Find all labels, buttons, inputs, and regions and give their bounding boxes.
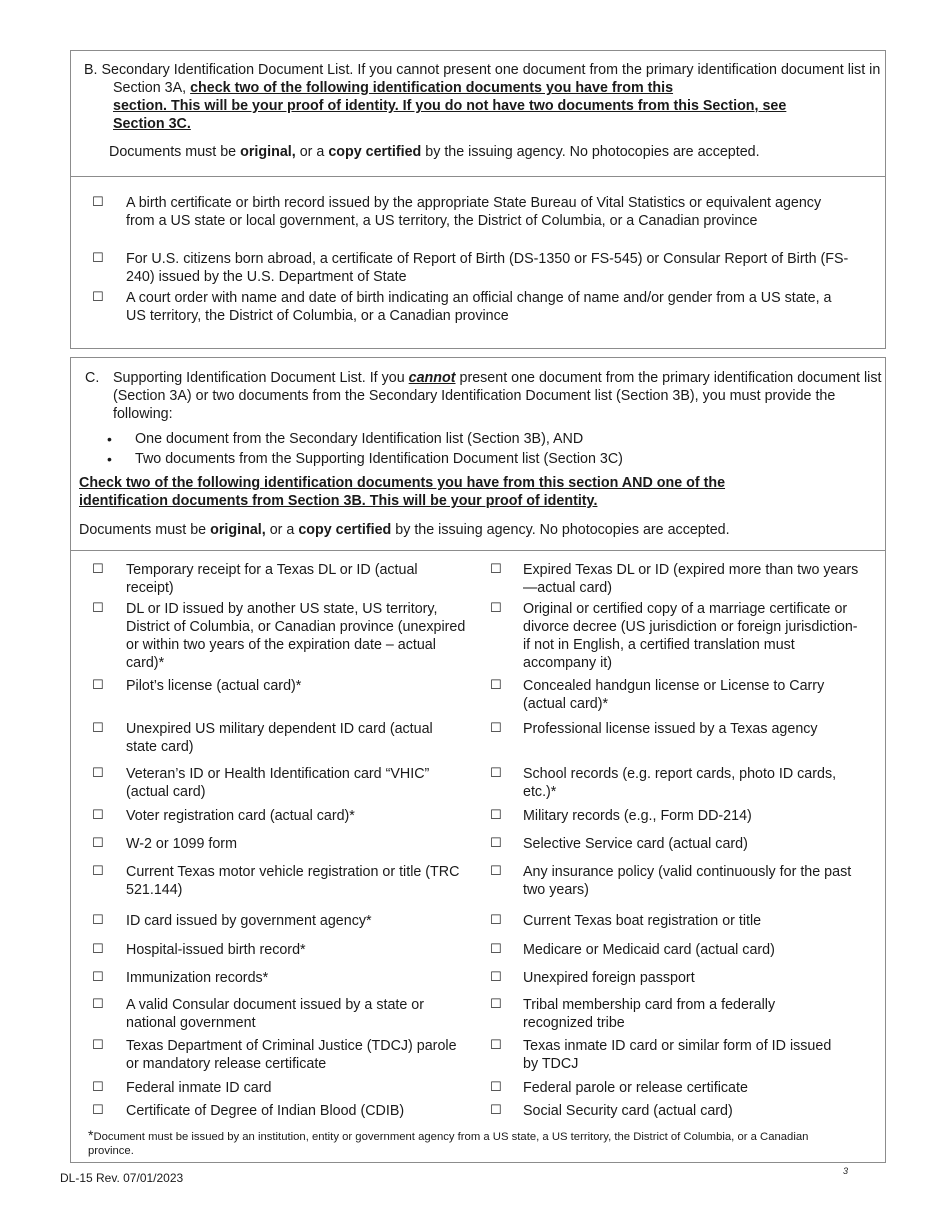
section-c-left-item: Voter registration card (actual card)*: [126, 808, 355, 824]
section-c-left-item: Current Texas motor vehicle registration or title (TRC 521.144): [126, 864, 460, 898]
section-c-left-item: Pilot’s license (actual card)*: [126, 678, 302, 694]
section-c-left-item: Temporary receipt for a Texas DL or ID (actual receipt): [126, 562, 418, 596]
checkbox-c-right-8[interactable]: ☐: [490, 913, 502, 928]
section-c-header: [71, 358, 885, 551]
section-b-box: [70, 50, 886, 349]
section-c-bullet: Two documents from the Supporting Identification Document list (Section 3C): [135, 451, 623, 467]
section-c-left-item: DL or ID issued by another US state, US territory, District of Columbia, or Canadian province (unexpired or within two years of the expiration date – actual card)*: [126, 601, 466, 671]
checkbox-c-right-9[interactable]: ☐: [490, 942, 502, 957]
checkbox-c-left-2[interactable]: ☐: [92, 678, 104, 693]
section-c-right-item: Professional license issued by a Texas agency: [523, 721, 818, 737]
section-c-letter: C.: [85, 370, 100, 386]
section-b-instruction-3: Section 3C.: [113, 116, 191, 132]
checkbox-c-right-11[interactable]: ☐: [490, 997, 502, 1012]
checkbox-c-right-14[interactable]: ☐: [490, 1103, 502, 1118]
section-c-left-item: Immunization records*: [126, 970, 269, 986]
checkbox-c-right-7[interactable]: ☐: [490, 864, 502, 879]
checkbox-c-right-13[interactable]: ☐: [490, 1080, 502, 1095]
checkbox-c-right-2[interactable]: ☐: [490, 678, 502, 693]
section-c-right-item: Unexpired foreign passport: [523, 970, 695, 986]
checkbox-c-left-1[interactable]: ☐: [92, 601, 104, 616]
section-b-intro-text: B. Secondary Identification Document List. If you cannot present one document from the primary identification document list in Section 3A,: [84, 62, 881, 96]
section-b-instruction-2: section. This will be your proof of identity. If you do not have two documents from this Section, see: [113, 98, 787, 114]
bullet-icon: •: [107, 431, 112, 447]
section-c-left-item: Certificate of Degree of Indian Blood (CDIB): [126, 1103, 405, 1119]
section-c-box: [70, 357, 886, 1163]
section-c-left-item: Veteran’s ID or Health Identification card “VHIC” (actual card): [126, 766, 430, 800]
section-c-left-item: A valid Consular document issued by a state or national government: [126, 997, 425, 1031]
section-c-left-item: Federal inmate ID card: [126, 1080, 272, 1096]
section-c-left-item: Texas Department of Criminal Justice (TDCJ) parole or mandatory release certificate: [126, 1038, 457, 1072]
section-c-right-item: Military records (e.g., Form DD-214): [523, 808, 752, 824]
section-c-right-item: Any insurance policy (valid continuously for the past two years): [523, 864, 852, 898]
checkbox-b-1[interactable]: ☐: [92, 251, 104, 266]
checkbox-c-left-14[interactable]: ☐: [92, 1103, 104, 1118]
checkbox-c-left-11[interactable]: ☐: [92, 997, 104, 1012]
checkbox-c-left-6[interactable]: ☐: [92, 836, 104, 851]
section-c-bullet: One document from the Secondary Identification list (Section 3B), AND: [135, 431, 584, 447]
checkbox-c-right-6[interactable]: ☐: [490, 836, 502, 851]
checkbox-c-right-12[interactable]: ☐: [490, 1038, 502, 1053]
section-c-right-item: Expired Texas DL or ID (expired more than two years—actual card): [523, 562, 859, 596]
bullet-icon: •: [107, 451, 112, 467]
section-c-right-item: Medicare or Medicaid card (actual card): [523, 942, 775, 958]
checkbox-c-right-0[interactable]: ☐: [490, 562, 502, 577]
checkbox-c-left-7[interactable]: ☐: [92, 864, 104, 879]
section-c-left-item: W-2 or 1099 form: [126, 836, 237, 852]
checkbox-b-0[interactable]: ☐: [92, 195, 104, 210]
checkbox-b-2[interactable]: ☐: [92, 290, 104, 305]
section-c-intro: Supporting Identification Document List. If you cannot present one document from the primary identification document list (Section 3A) or two documents from the Secondary Identification Document list (Section 3B), you must provide the following:: [113, 370, 882, 422]
section-c-left-item: ID card issued by government agency*: [126, 913, 372, 929]
checkbox-c-right-1[interactable]: ☐: [490, 601, 502, 616]
checkbox-c-left-5[interactable]: ☐: [92, 808, 104, 823]
section-c-right-item: Current Texas boat registration or title: [523, 913, 762, 929]
section-b-item: A court order with name and date of birth indicating an official change of name and/or gender from a US state, a US territory, the District of Columbia, or a Canadian province: [126, 290, 832, 324]
section-c-right-item: Federal parole or release certificate: [523, 1080, 748, 1096]
page-number: 3: [843, 1166, 849, 1176]
section-b-item: A birth certificate or birth record issued by the appropriate State Bureau of Vital Statistics or equivalent agency from a US state or local government, a US territory, the District of Columbia, or a Canadian province: [126, 195, 822, 229]
section-b-intro: [84, 61, 903, 133]
cannot-emphasis: cannot: [408, 370, 456, 386]
checkbox-c-left-0[interactable]: ☐: [92, 562, 104, 577]
checkbox-c-left-4[interactable]: ☐: [92, 766, 104, 781]
section-c-right-item: Tribal membership card from a federally recognized tribe: [523, 997, 776, 1031]
checkbox-c-left-3[interactable]: ☐: [92, 721, 104, 736]
section-c-instruction: Check two of the following identification documents you have from this section AND one of the identification documents from Section 3B. This will be your proof of identity.: [79, 475, 726, 509]
checkbox-c-right-3[interactable]: ☐: [490, 721, 502, 736]
checkbox-c-right-4[interactable]: ☐: [490, 766, 502, 781]
checkbox-c-left-12[interactable]: ☐: [92, 1038, 104, 1053]
section-c-right-item: Original or certified copy of a marriage certificate or divorce decree (US jurisdiction or foreign jurisdiction-if not in English, a certified translation must accompany it): [523, 601, 858, 671]
checkbox-c-right-10[interactable]: ☐: [490, 970, 502, 985]
checkbox-c-left-10[interactable]: ☐: [92, 970, 104, 985]
section-c-right-item: Concealed handgun license or License to Carry (actual card)*: [523, 678, 825, 712]
section-b-header: [71, 51, 885, 177]
section-c-right-item: School records (e.g. report cards, photo ID cards, etc.)*: [523, 766, 837, 800]
section-b-item: For U.S. citizens born abroad, a certificate of Report of Birth (DS-1350 or FS-545) or Consular Report of Birth (FS-240) issued by the U.S. Department of State: [126, 251, 849, 285]
footnote: *Document must be issued by an institution, entity or government agency from a US state, a US territory, the District of Columbia, or a Canadian province.: [88, 1127, 809, 1157]
checkbox-c-left-8[interactable]: ☐: [92, 913, 104, 928]
section-b-instruction-1: check two of the following identification documents you have from this: [190, 80, 674, 96]
form-revision-label: DL-15 Rev. 07/01/2023: [60, 1171, 184, 1185]
section-c-right-item: Texas inmate ID card or similar form of ID issued by TDCJ: [523, 1038, 832, 1072]
checkbox-c-left-9[interactable]: ☐: [92, 942, 104, 957]
section-b-note: Documents must be original, or a copy certified by the issuing agency. No photocopies are accepted.: [109, 144, 760, 160]
checkbox-c-left-13[interactable]: ☐: [92, 1080, 104, 1095]
checkbox-c-right-5[interactable]: ☐: [490, 808, 502, 823]
section-c-left-item: Unexpired US military dependent ID card (actual state card): [126, 721, 433, 755]
section-c-left-item: Hospital-issued birth record*: [126, 942, 306, 958]
section-c-note: Documents must be original, or a copy certified by the issuing agency. No photocopies are accepted.: [79, 522, 730, 538]
section-c-right-item: Selective Service card (actual card): [523, 836, 748, 852]
section-c-right-item: Social Security card (actual card): [523, 1103, 733, 1119]
